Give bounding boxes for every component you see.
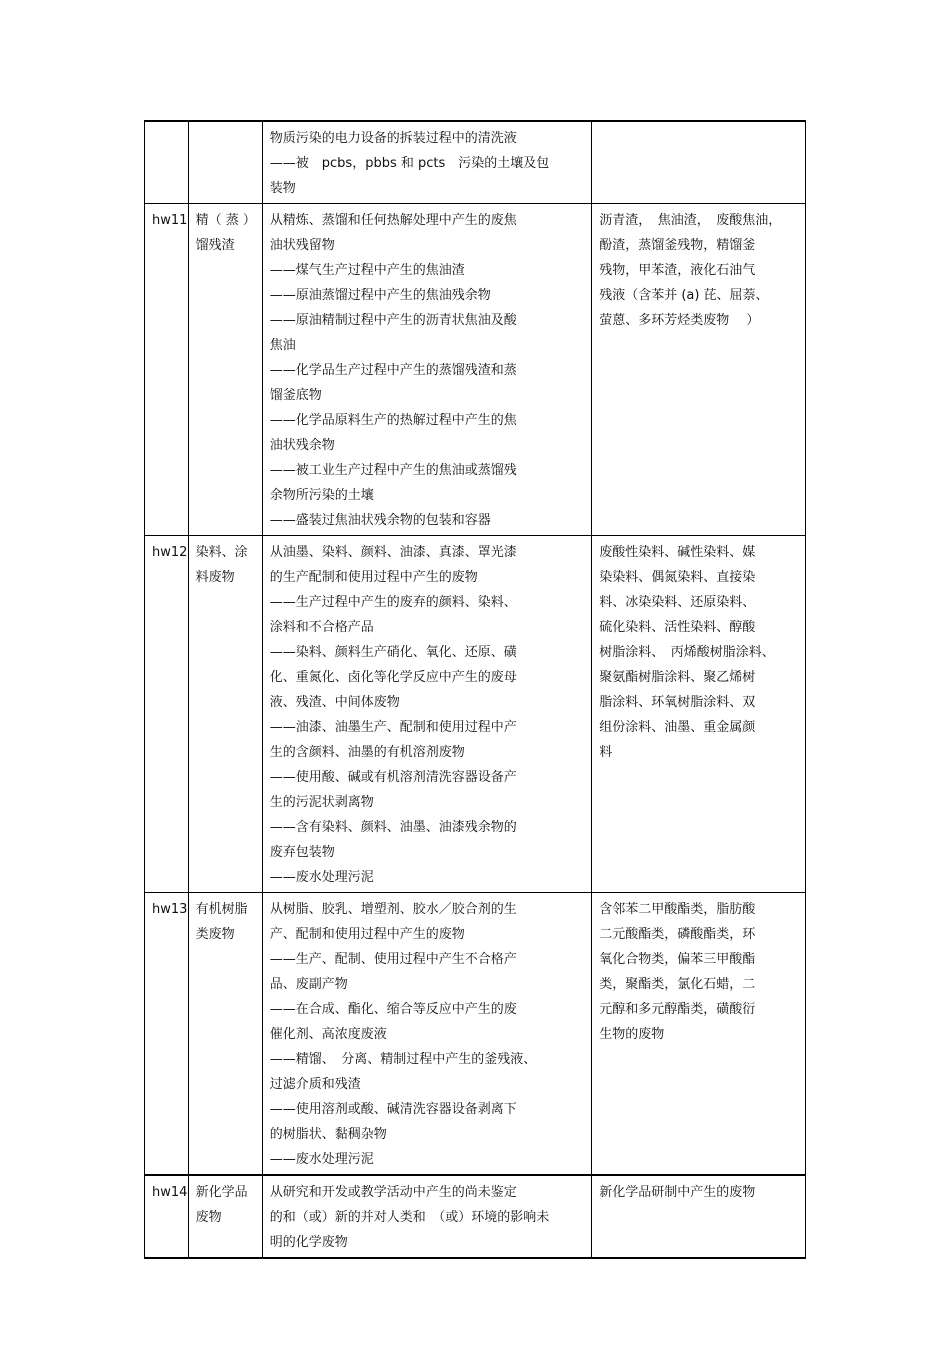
waste-source-line: 从研究和开发或教学活动中产生的尚未鉴定 <box>269 1185 517 1200</box>
waste-source-line: ——油漆、油墨生产、配制和使用过程中产 <box>269 720 517 735</box>
waste-code-cell <box>145 536 189 893</box>
waste-source-line: ——染料、颜料生产硝化、氧化、还原、磺 <box>269 645 517 660</box>
waste-source-line: 生的污泥状剥离物 <box>269 795 374 810</box>
waste-category-line: 精（ 蒸 ） <box>195 213 256 228</box>
hazardous-components-cell <box>592 204 806 536</box>
waste-source-line: 生的含颜料、油墨的有机溶剂废物 <box>269 745 465 760</box>
waste-category-line: 有机树脂 <box>195 902 248 917</box>
waste-category-cell <box>188 893 262 1176</box>
waste-source-cell <box>262 893 591 1176</box>
hazardous-component-line: 含邻苯二甲酸酯类，脂肪酸 <box>599 902 756 917</box>
waste-category-line: 馏残渣 <box>195 238 235 253</box>
hazardous-component-line: 聚氨酯树脂涂料、聚乙烯树 <box>599 670 756 685</box>
hazardous-component-line: 沥青渣， 焦油渣， 废酸焦油， <box>599 213 782 228</box>
hazardous-waste-table <box>144 120 806 1259</box>
waste-category-line: 新化学品 <box>195 1185 248 1200</box>
table-row <box>145 536 806 893</box>
waste-source-line: 余物所污染的土壤 <box>269 488 374 503</box>
table-row <box>145 1175 806 1258</box>
waste-code-cell <box>145 893 189 1176</box>
waste-source-line: ——被工业生产过程中产生的焦油或蒸馏残 <box>269 463 517 478</box>
hazardous-component-line: 氧化合物类，偏苯三甲酸酯 <box>599 952 756 967</box>
waste-source-line: 过滤介质和残渣 <box>269 1077 361 1092</box>
hazardous-component-line: 残液（含苯并 (a) 芘、屈萘、 <box>599 288 769 303</box>
waste-source-line: 焦油 <box>269 338 296 353</box>
waste-source-line: ——废水处理污泥 <box>269 870 374 885</box>
waste-source-line: ——被 pcbs，pbbs 和 pcts 污染的土壤及包 <box>269 156 550 171</box>
waste-source-line: 液、残渣、中间体废物 <box>269 695 400 710</box>
waste-source-line: ——生产、配制、使用过程中产生不合格产 <box>269 952 517 967</box>
hazardous-component-line: 生物的废物 <box>599 1027 665 1042</box>
hazardous-component-line: 料 <box>599 745 613 760</box>
hazardous-component-line: 组份涂料、油墨、重金属颜 <box>599 720 756 735</box>
waste-source-line: ——精馏、 分离、精制过程中产生的釜残液、 <box>269 1052 537 1067</box>
hazardous-components-cell <box>592 893 806 1176</box>
waste-code-cell <box>145 204 189 536</box>
table-row <box>145 204 806 536</box>
hazardous-components-cell <box>592 121 806 204</box>
waste-source-line: ——使用酸、碱或有机溶剂清洗容器设备产 <box>269 770 517 785</box>
hazardous-components-cell <box>592 536 806 893</box>
waste-source-line: ——生产过程中产生的废弃的颜料、染料、 <box>269 595 517 610</box>
table-row <box>145 893 806 1176</box>
waste-source-cell <box>262 204 591 536</box>
waste-code: hw12 <box>152 545 188 560</box>
waste-category-line: 染料、涂 <box>195 545 248 560</box>
waste-category-line: 类废物 <box>195 927 235 942</box>
waste-category-line: 废物 <box>195 1210 222 1225</box>
waste-category-cell <box>188 1175 262 1258</box>
waste-category-cell <box>188 204 262 536</box>
waste-source-line: ——使用溶剂或酸、碱清洗容器设备剥离下 <box>269 1102 517 1117</box>
hazardous-component-line: 酚渣，蒸馏釜残物，精馏釜 <box>599 238 756 253</box>
table-body <box>145 121 806 1258</box>
waste-source-line: 的和（或）新的并对人类和 （或）环境的影响未 <box>269 1210 550 1225</box>
hazardous-component-line: 二元酸酯类，磷酸酯类，环 <box>599 927 756 942</box>
waste-source-line: 从树脂、胶乳、增塑剂、胶水／胶合剂的生 <box>269 902 517 917</box>
waste-source-line: ——化学品生产过程中产生的蒸馏残渣和蒸 <box>269 363 517 378</box>
waste-source-line: 油状残余物 <box>269 438 335 453</box>
hazardous-component-line: 脂涂料、环氧树脂涂料、双 <box>599 695 756 710</box>
hazardous-components-cell <box>592 1175 806 1258</box>
waste-source-cell <box>262 536 591 893</box>
hazardous-component-line: 料、冰染染料、还原染料、 <box>599 595 756 610</box>
waste-source-line: ——废水处理污泥 <box>269 1152 374 1167</box>
waste-source-line: 明的化学废物 <box>269 1235 348 1250</box>
waste-source-line: ——原油精制过程中产生的沥青状焦油及酸 <box>269 313 517 328</box>
waste-code-cell <box>145 121 189 204</box>
waste-source-cell <box>262 1175 591 1258</box>
waste-source-line: 的生产配制和使用过程中产生的废物 <box>269 570 478 585</box>
waste-category-cell <box>188 536 262 893</box>
hazardous-component-line: 树脂涂料、 丙烯酸树脂涂料、 <box>599 645 775 660</box>
waste-source-line: 从精炼、蒸馏和任何热解处理中产生的废焦 <box>269 213 517 228</box>
hazardous-component-line: 硫化染料、活性染料、醇酸 <box>599 620 756 635</box>
waste-source-line: 物质污染的电力设备的拆装过程中的清洗液 <box>269 131 517 146</box>
hazardous-component-line: 萤蒽、多环芳烃类废物 ） <box>599 313 760 328</box>
waste-source-line: ——化学品原料生产的热解过程中产生的焦 <box>269 413 517 428</box>
hazardous-component-line: 废酸性染料、碱性染料、媒 <box>599 545 756 560</box>
waste-source-line: 油状残留物 <box>269 238 335 253</box>
waste-source-line: 催化剂、高浓度废液 <box>269 1027 387 1042</box>
waste-source-line: ——原油蒸馏过程中产生的焦油残余物 <box>269 288 491 303</box>
waste-source-line: ——在合成、酯化、缩合等反应中产生的废 <box>269 1002 517 1017</box>
waste-source-line: 装物 <box>269 181 296 196</box>
waste-category-cell <box>188 121 262 204</box>
waste-code <box>152 126 182 151</box>
waste-source-line: 从油墨、染料、颜料、油漆、真漆、罩光漆 <box>269 545 517 560</box>
waste-source-line: 涂料和不合格产品 <box>269 620 374 635</box>
waste-source-line: 馏釜底物 <box>269 388 322 403</box>
waste-source-line: 化、重氮化、卤化等化学反应中产生的废母 <box>269 670 517 685</box>
waste-category-line: 料废物 <box>195 570 235 585</box>
waste-code: hw14 <box>152 1185 188 1200</box>
waste-source-line: 品、废副产物 <box>269 977 348 992</box>
hazardous-component-line: 残物，甲苯渣，液化石油气 <box>599 263 756 278</box>
waste-source-line: ——盛装过焦油状残余物的包装和容器 <box>269 513 491 528</box>
waste-code: hw13 <box>152 902 188 917</box>
waste-code-cell <box>145 1175 189 1258</box>
hazardous-component-line: 类，聚酯类，氯化石蜡，二 <box>599 977 756 992</box>
waste-source-line: 废弃包装物 <box>269 845 335 860</box>
table-row <box>145 121 806 204</box>
hazardous-component-line: 元醇和多元醇酯类，磺酸衍 <box>599 1002 756 1017</box>
waste-source-line: 产、配制和使用过程中产生的废物 <box>269 927 465 942</box>
hazardous-component-line: 染染料、偶氮染料、直接染 <box>599 570 756 585</box>
waste-source-line: 的树脂状、黏稠杂物 <box>269 1127 387 1142</box>
waste-source-cell <box>262 121 591 204</box>
waste-source-line: ——含有染料、颜料、油墨、油漆残余物的 <box>269 820 517 835</box>
hazardous-component-line: 新化学品研制中产生的废物 <box>599 1185 756 1200</box>
waste-code: hw11 <box>152 213 188 228</box>
waste-source-line: ——煤气生产过程中产生的焦油渣 <box>269 263 465 278</box>
